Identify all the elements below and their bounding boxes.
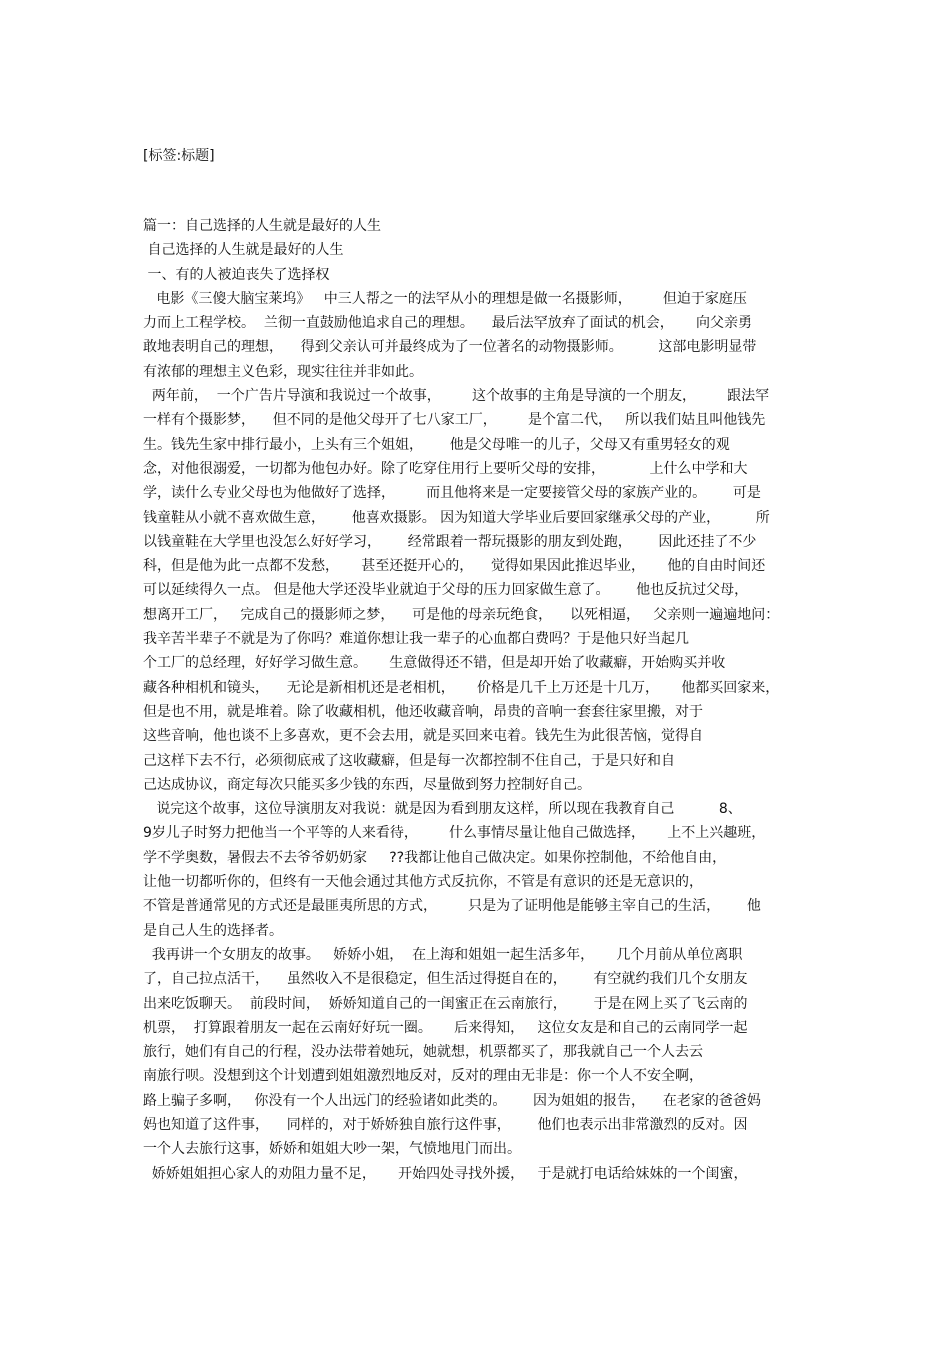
text-line: 是自己人生的选择者。 [143,922,283,939]
text-line: 想离开工厂， 完成自己的摄影师之梦， 可是他的母亲玩绝食， 以死相逼， 父亲则一遍遍地问： [143,606,780,623]
text-line: 个工厂的总经理，好好学习做生意。 生意做得还不错，但是却开始了收藏癖，开始购买并收 [143,655,726,672]
text-line: 以钱童鞋在大学里也没怎么好好学习， 经常跟着一帮玩摄影的朋友到处跑， 因此还挂了不少 [143,533,757,550]
text-line: 路上骗子多啊， 你没有一个人出远门的经验诸如此类的。 因为姐姐的报告， 在老家的爸爸妈 [143,1092,761,1109]
text-line: 学，读什么专业父母也为他做好了选择， 而且他将来是一定要接管父母的家族产业的。 可是 [143,485,761,502]
text-line: 自己选择的人生就是最好的人生 [143,242,344,259]
text-line: 旅行，她们有自己的行程，没办法带着她玩，她就想，机票都买了，那我就自己一个人去云 [143,1044,703,1061]
text-line: 电影《三傻大脑宝莱坞》 中三人帮之一的法罕从小的理想是做一名摄影师， 但迫于家庭压 [143,290,747,307]
text-line: 科，但是他为此一点都不发愁， 甚至还挺开心的， 觉得如果因此推迟毕业， 他的自由时间还 [143,558,766,575]
text-line: 一样有个摄影梦， 但不同的是他父母开了七八家工厂， 是个富二代， 所以我们姑且叫他钱先 [143,412,766,429]
tag-title-label: [标签:标题] [143,148,215,164]
text-line: 有浓郁的理想主义色彩，现实往往并非如此。 [143,363,423,380]
text-line: 生。钱先生家中排行最小，上头有三个姐姐， 他是父母唯一的儿子，父母又有重男轻女的观 [143,436,730,453]
article-body [143,214,813,1186]
text-line: 力而上工程学校。 兰彻一直鼓励他追求自己的理想。 最后法罕放弃了面试的机会， 向父亲勇 [143,315,752,332]
text-line: 出来吃饭聊天。 前段时间， 娇娇知道自己的一闺蜜正在云南旅行， 于是在网上买了飞云南的 [143,995,748,1012]
text-line: 两年前， 一个广告片导演和我说过一个故事， 这个故事的主角是导演的一个朋友， 跟法罕 [143,388,770,405]
text-line: 不管是普通常见的方式还是最匪夷所思的方式， 只是为了证明他是能够主宰自己的生活， 他 [143,898,761,915]
text-line: 念，对他很溺爱，一切都为他包办好。除了吃穿住用行上要听父母的安排， 上什么中学和大 [143,460,748,477]
text-line: 让他一切都听你的，但终有一天他会通过其他方式反抗你，不管是有意识的还是无意识的， [143,874,703,891]
text-line: 己达成协议，商定每次只能买多少钱的东西，尽量做到努力控制好自己。 [143,776,591,793]
text-line: 敢地表明自己的理想， 得到父亲认可并最终成为了一位著名的动物摄影师。 这部电影明显带 [143,339,757,356]
text-line: 妈也知道了这件事， 同样的，对于娇娇独自旅行这件事， 他们也表示出非常激烈的反对。因 [143,1116,748,1133]
text-line: 钱童鞋从小就不喜欢做生意， 他喜欢摄影。 因为知道大学毕业后要回家继承父母的产业， 所 [143,509,770,526]
text-line: 篇一：自己选择的人生就是最好的人生 [143,218,381,234]
text-line: 可以延续得久一点。 但是他大学还没毕业就迫于父母的压力回家做生意了。 他也反抗过父母， [143,582,749,599]
text-line: 一、有的人被迫丧失了选择权 [143,266,330,283]
text-line: 娇娇姐姐担心家人的劝阻力量不足， 开始四处寻找外援， 于是就打电话给妹妹的一个闺蜜， [143,1165,748,1182]
text-line: 学不学奥数，暑假去不去爷爷奶奶家 ??我都让他自己做决定。如果你控制他，不给他自由， [143,849,727,866]
text-line: 说完这个故事，这位导演朋友对我说：就是因为看到朋友这样，所以现在我教育自己 8、 [143,801,742,818]
text-line: 己这样下去不行，必须彻底戒了这收藏癖，但是每一次都控制不住自己，于是只好和自 [143,752,675,769]
text-line: 南旅行呗。没想到这个计划遭到姐姐激烈地反对，反对的理由无非是：你一个人不安全啊， [143,1068,703,1085]
text-line: 藏各种相机和镜头， 无论是新相机还是老相机， 价格是几千上万还是十几万， 他都买回家来， [143,679,780,696]
text-line: 9岁儿子时努力把他当一个平等的人来看待， 什么事情尽量让他自己做选择， 上不上兴趣班， [143,825,766,842]
text-line: 我辛苦半辈子不就是为了你吗？难道你想让我一辈子的心血都白费吗？于是他只好当起几 [143,631,689,648]
text-line: 但是也不用，就是堆着。除了收藏相机，他还收藏音响，昂贵的音响一套套往家里搬，对于 [143,703,703,720]
text-line: 我再讲一个女朋友的故事。 娇娇小姐， 在上海和姐姐一起生活多年， 几个月前从单位离职 [143,946,743,963]
text-line: 机票， 打算跟着朋友一起在云南好好玩一圈。 后来得知， 这位女友是和自己的云南同学一起 [143,1019,748,1036]
text-line: 一个人去旅行这事，娇娇和姐姐大吵一架，气愤地甩门而出。 [143,1141,521,1158]
text-line: 这些音响，他也谈不上多喜欢，更不会去用，就是买回来屯着。钱先生为此很苦恼，觉得自 [143,728,703,745]
text-line: 了，自己拉点活干， 虽然收入不是很稳定，但生活过得挺自在的， 有空就约我们几个女朋友 [143,971,748,988]
